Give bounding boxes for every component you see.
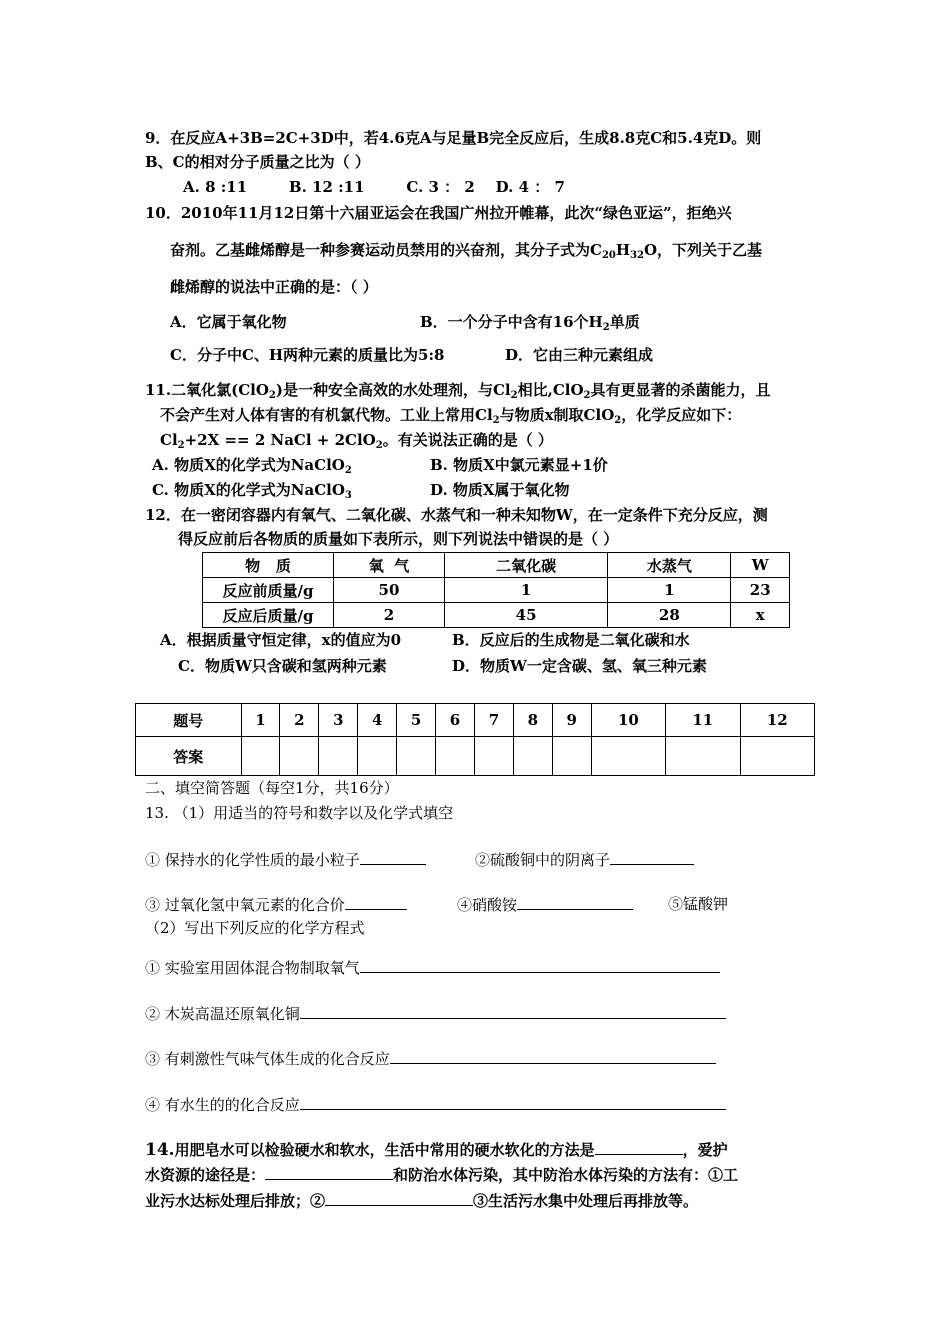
answer-number-cell: 7 — [474, 704, 513, 737]
answer-blank[interactable] — [325, 1190, 473, 1206]
table-header-cell: 水蒸气 — [608, 553, 731, 578]
table-cell: 反应前质量/g — [203, 578, 334, 603]
q12-option-a: A．根据质量守恒定律，x的值应为0 — [160, 631, 402, 649]
q12-line2: 得反应前后各物质的质量如下表所示，则下列说法中错误的是（ ） — [178, 530, 619, 548]
q12-option-d: D．物质W一定含碳、氢、氧三种元素 — [452, 657, 707, 675]
q13-item4: ④硝酸铵 — [457, 894, 633, 915]
table-cell: 45 — [444, 603, 607, 628]
q11-option-b: B. 物质X中氯元素显+1价 — [430, 456, 608, 474]
answer-blank[interactable] — [360, 849, 426, 865]
answer-blank[interactable] — [390, 1048, 716, 1064]
answer-blank[interactable] — [610, 849, 694, 865]
table-cell: 50 — [334, 578, 445, 603]
q9-options: A. 8 :11 B. 12 :11 C. 3 ： 2 D. 4 ： 7 — [183, 178, 565, 196]
table-row — [203, 578, 790, 603]
q11-line3: $Cl_2+2X == 2$ NaCl + 2ClO$_2$。有关说法正确的是（ ） — [160, 431, 553, 451]
answer-cell[interactable] — [740, 737, 814, 776]
answer-header-label: 题号 — [136, 704, 242, 737]
answer-number-cell: 4 — [358, 704, 397, 737]
answer-blank[interactable] — [517, 894, 633, 910]
answer-number-cell: 5 — [397, 704, 436, 737]
q9-line2: B、C的相对分子质量之比为（ ） — [145, 153, 370, 171]
q13-item3: ③ 过氧化氢中氧元素的化合价 — [145, 894, 407, 915]
answer-cell[interactable] — [241, 737, 280, 776]
q13-item1: ① 保持水的化学性质的最小粒子 — [145, 849, 426, 870]
answer-number-cell: 2 — [280, 704, 319, 737]
q9-line1: 9．在反应A+3B=2C+3D中，若4.6克A与足量B完全反应后，生成8.8克C和5.4克D。则 — [145, 129, 762, 147]
answer-cell[interactable] — [474, 737, 513, 776]
answer-cell[interactable] — [397, 737, 436, 776]
answer-number-cell: 1 — [241, 704, 280, 737]
q11-option-a: A. 物质X的化学式为NaClO$_2$ — [152, 456, 352, 476]
table-row — [203, 603, 790, 628]
q10-line1: 10．2010年11月12日第十六届亚运会在我国广州拉开帷幕，此次“绿色亚运”，拒绝兴 — [145, 204, 732, 222]
mass-table — [202, 552, 790, 628]
table-cell: x — [731, 603, 790, 628]
table-header-cell: 物 质 — [203, 553, 334, 578]
answer-cell[interactable] — [319, 737, 358, 776]
answer-blank[interactable] — [345, 894, 407, 910]
answer-cell[interactable] — [358, 737, 397, 776]
q11-option-c: C. 物质X的化学式为NaClO$_3$ — [152, 481, 352, 501]
q10-option-c: C．分子中C、H两种元素的质量比为5:8 — [170, 346, 445, 364]
table-cell: 2 — [334, 603, 445, 628]
q10-option-a: A．它属于氧化物 — [170, 313, 287, 331]
q10-option-b: B．一个分子中含有16个$H_2$单质 — [420, 313, 640, 333]
section2-title: 二、填空简答题（每空1分，共16分） — [145, 779, 399, 797]
answer-row — [136, 737, 815, 776]
table-header-row — [203, 553, 790, 578]
answer-cell[interactable] — [513, 737, 552, 776]
q13-part2: （2）写出下列反应的化学方程式 — [145, 919, 365, 937]
table-header-cell: 二氧化碳 — [444, 553, 607, 578]
answer-blank[interactable] — [265, 1164, 393, 1180]
answer-cell[interactable] — [280, 737, 319, 776]
table-cell: 反应后质量/g — [203, 603, 334, 628]
answer-cell[interactable] — [591, 737, 665, 776]
answer-number-cell: 11 — [666, 704, 740, 737]
q13-intro: 13. （1）用适当的符号和数字以及化学式填空 — [145, 804, 454, 822]
q13-eq2: ② 木炭高温还原氧化铜 — [145, 1003, 726, 1024]
answer-number-cell: 3 — [319, 704, 358, 737]
q13-item2: ②硫酸铜中的阴离子 — [475, 849, 694, 870]
table-cell: 23 — [731, 578, 790, 603]
q11-line1: 11.二氧化氯(ClO$_2$)是一种安全高效的水处理剂，与$Cl_2$相比,ClO$_2$具有更显著的杀菌能力，且 — [145, 381, 771, 401]
answer-number-cell: 12 — [740, 704, 814, 737]
table-cell: 1 — [444, 578, 607, 603]
answer-number-cell: 8 — [513, 704, 552, 737]
answer-number-cell: 10 — [591, 704, 665, 737]
table-cell: 1 — [608, 578, 731, 603]
q12-option-b: B．反应后的生成物是二氧化碳和水 — [452, 631, 690, 649]
q11-option-d: D. 物质X属于氧化物 — [430, 481, 570, 499]
answer-blank[interactable] — [360, 957, 720, 973]
table-header-cell: W — [731, 553, 790, 578]
q13-eq1: ① 实验室用固体混合物制取氧气 — [145, 957, 720, 978]
answer-row-label: 答案 — [136, 737, 242, 776]
q10-line3: 雌烯醇的说法中正确的是：（ ） — [170, 278, 378, 296]
q12-option-c: C．物质W只含碳和氢两种元素 — [178, 657, 387, 675]
q13-item5: ⑤锰酸钾 — [668, 895, 729, 913]
q10-option-d: D．它由三种元素组成 — [505, 346, 654, 364]
table-header-cell: 氧 气 — [334, 553, 445, 578]
answer-number-row — [136, 704, 815, 737]
answer-number-cell: 6 — [436, 704, 475, 737]
q13-eq4: ④ 有水生的的化合反应 — [145, 1094, 726, 1115]
answer-blank[interactable] — [595, 1139, 683, 1155]
q11-line2: 不会产生对人体有害的有机氯代物。工业上常用$Cl_2$与物质x制取ClO$_2$，化学反应如下： — [160, 406, 742, 426]
answer-blank[interactable] — [300, 1094, 726, 1110]
answer-table — [135, 703, 815, 776]
answer-number-cell: 9 — [552, 704, 591, 737]
q14-line3: 业污水达标处理后排放；② ③生活污水集中处理后再排放等。 — [145, 1192, 699, 1210]
q14-line2: 水资源的途径是： 和防治水体污染，其中防治水体污染的方法有：①工 — [145, 1166, 739, 1184]
q12-line1: 12．在一密闭容器内有氧气、二氧化碳、水蒸气和一种未知物W，在一定条件下充分反应，测 — [145, 506, 768, 524]
q10-line2: 奋剂。乙基雌烯醇是一种参赛运动员禁用的兴奋剂，其分子式为$C_{20}H_{32}O$，下列关于乙基 — [170, 241, 763, 261]
answer-blank[interactable] — [300, 1003, 726, 1019]
q14-line1: 14.用肥皂水可以检验硬水和软水，生活中常用的硬水软化的方法是 ，爱护 — [145, 1140, 728, 1160]
answer-cell[interactable] — [436, 737, 475, 776]
answer-cell[interactable] — [666, 737, 740, 776]
q13-eq3: ③ 有刺激性气味气体生成的化合反应 — [145, 1048, 716, 1069]
answer-cell[interactable] — [552, 737, 591, 776]
table-cell: 28 — [608, 603, 731, 628]
